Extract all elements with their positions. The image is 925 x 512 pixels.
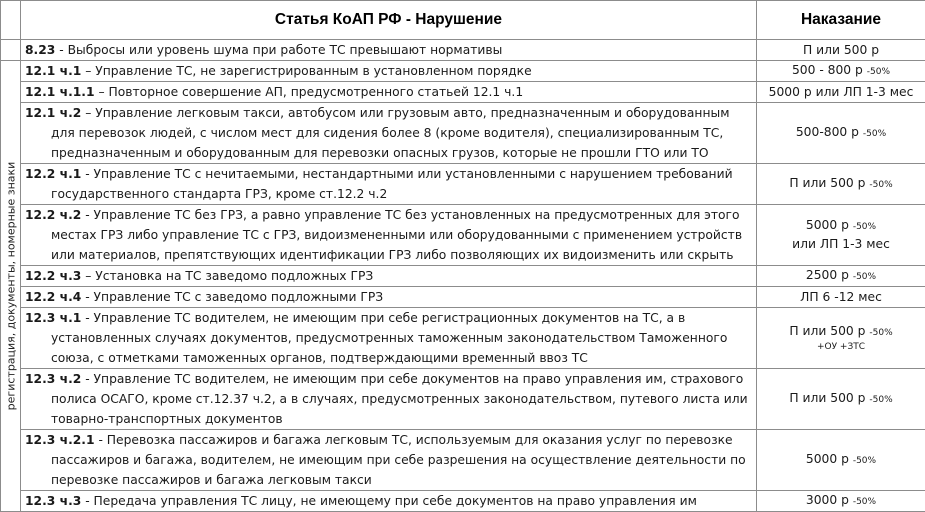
table-row: [1, 40, 925, 61]
penalty-cell: 2500 р -50%: [757, 266, 925, 287]
table-header-row: [1, 1, 925, 40]
table-row: [1, 103, 925, 164]
table-row: [1, 205, 925, 266]
penalty-cell: 5000 р -50%: [757, 430, 925, 491]
penalty-cell: П или 500 р -50% +ОУ +ЗТС: [757, 308, 925, 369]
penalty-cell: 500-800 р -50%: [757, 103, 925, 164]
table-row: [1, 164, 925, 205]
table-row: [1, 491, 925, 512]
side-empty-cell: [1, 40, 21, 61]
violation-cell: 12.3 ч.1 - Управление ТС водителем, не имеющим при себе регистрационных документов на ТС, а в установленных случаях документов, предусмотренных таможенным законодательством Таможенного союза, с отметками таможенных органов, подтверждающими временный ввоз ТС: [21, 308, 757, 369]
violation-cell: 12.3 ч.2.1 - Перевозка пассажиров и багажа легковым ТС, используемым для оказания услуг по перевозке пассажиров и багажа, водителем, не имеющим при себе разрешения на осуществление деятельности по перевозке пассажиров и багажа легковым такси: [21, 430, 757, 491]
violation-cell: 12.3 ч.3 - Передача управления ТС лицу, не имеющему при себе документов на право управления им: [21, 491, 757, 512]
header-article: Статья КоАП РФ - Нарушение: [21, 1, 757, 40]
table-row: [1, 266, 925, 287]
violation-cell: 12.2 ч.4 - Управление ТС с заведомо подложными ГРЗ: [21, 287, 757, 308]
penalty-cell: 5000 р или ЛП 1-3 мес: [757, 82, 925, 103]
table-row: [1, 287, 925, 308]
penalty-note: +ОУ +ЗТС: [757, 342, 925, 353]
penalty-cell: П или 500 р: [757, 40, 925, 61]
table-row: [1, 430, 925, 491]
table-row: [1, 308, 925, 369]
violation-cell: 12.2 ч.3 – Установка на ТС заведомо подложных ГРЗ: [21, 266, 757, 287]
penalty-cell: П или 500 р -50%: [757, 369, 925, 430]
table-row: [1, 61, 925, 82]
table-row: [1, 82, 925, 103]
penalty-cell: 3000 р -50%: [757, 491, 925, 512]
penalty-cell: 5000 р -50% или ЛП 1-3 мес: [757, 205, 925, 266]
penalty-cell: ЛП 6 -12 мес: [757, 287, 925, 308]
header-penalty: Наказание: [757, 1, 925, 40]
violation-cell: 8.23 - Выбросы или уровень шума при работе ТС превышают нормативы: [21, 40, 757, 61]
table-row: [1, 369, 925, 430]
violation-cell: 12.2 ч.2 - Управление ТС без ГРЗ, а равно управление ТС без установленных на предусмотренных для этого местах ГРЗ либо управление ТС с ГРЗ, видоизмененными или оборудованными с применением устройств или материалов, препятствующих идентификации ГРЗ либо позволяющих их видоизменить или скрыть: [21, 205, 757, 266]
category-side-cell: [1, 61, 21, 512]
violation-cell: 12.1 ч.1 – Управление ТС, не зарегистрированным в установленном порядке: [21, 61, 757, 82]
violation-cell: 12.1 ч.2 – Управление легковым такси, автобусом или грузовым авто, предназначенным и оборудованным для перевозок людей, с числом мест для сидения более 8 (кроме водителя), специализированным ТС, предназначенным и оборудованным для перевозки опасных грузов, которые не прошли ГТО или ТО: [21, 103, 757, 164]
header-corner-cell: [1, 1, 21, 40]
violation-cell: 12.3 ч.2 - Управление ТС водителем, не имеющим при себе документов на право управления им, страхового полиса ОСАГО, кроме ст.12.37 ч.2, а в случаях, предусмотренных законодательством, путевого листа или товарно-транспортных документов: [21, 369, 757, 430]
violation-cell: 12.1 ч.1.1 – Повторное совершение АП, предусмотренного статьей 12.1 ч.1: [21, 82, 757, 103]
category-label: регистрация, документы, номерные знаки: [4, 162, 17, 411]
penalty-cell: П или 500 р -50%: [757, 164, 925, 205]
penalty-cell: 500 - 800 р -50%: [757, 61, 925, 82]
violation-cell: 12.2 ч.1 - Управление ТС с нечитаемыми, нестандартными или установленными с нарушением требований государственного стандарта ГРЗ, кроме ст.12.2 ч.2: [21, 164, 757, 205]
